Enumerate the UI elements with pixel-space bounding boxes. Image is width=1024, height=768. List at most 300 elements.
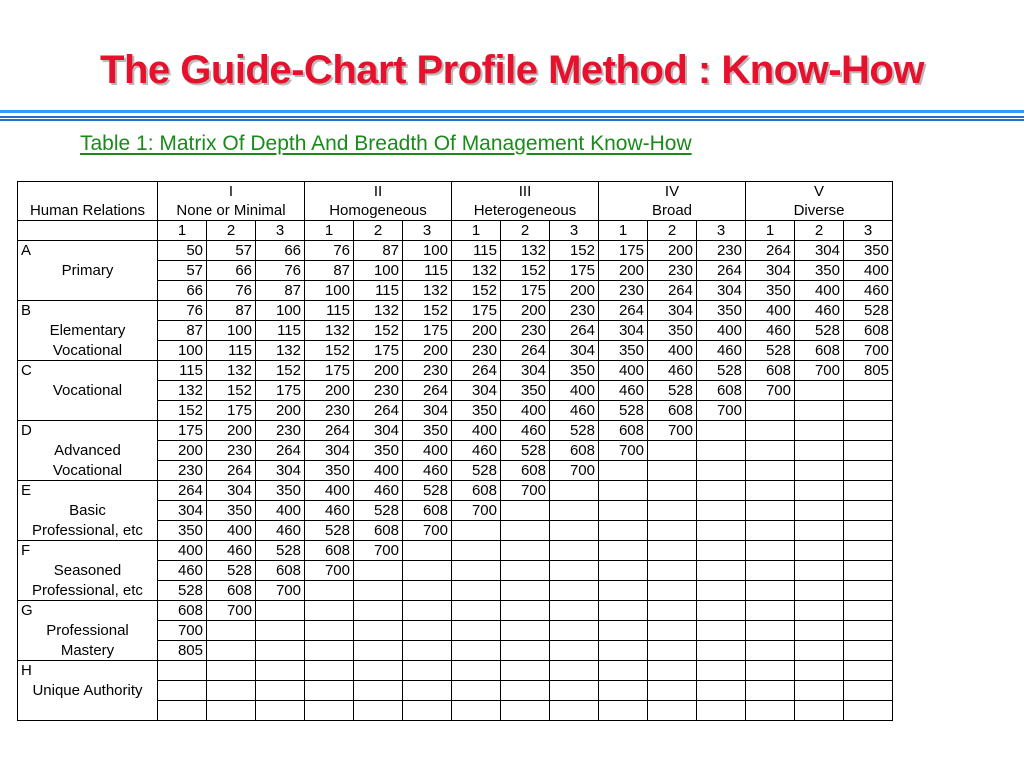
value-cell: 230 [648, 261, 697, 281]
value-cell: 460 [207, 541, 256, 561]
value-cell [795, 621, 844, 641]
value-cell: 528 [403, 481, 452, 501]
value-cell [452, 641, 501, 661]
value-cell [697, 481, 746, 501]
value-cell: 152 [354, 321, 403, 341]
value-cell [550, 521, 599, 541]
value-cell: 528 [501, 441, 550, 461]
value-cell: 460 [844, 281, 893, 301]
value-cell [158, 661, 207, 681]
value-cell: 528 [207, 561, 256, 581]
value-cell [403, 581, 452, 601]
value-cell: 700 [403, 521, 452, 541]
value-cell [648, 501, 697, 521]
value-cell: 700 [648, 421, 697, 441]
value-cell: 460 [452, 441, 501, 461]
value-cell: 152 [305, 341, 354, 361]
value-cell [795, 441, 844, 461]
value-cell: 87 [354, 241, 403, 261]
value-cell [648, 541, 697, 561]
row-label: H [18, 661, 158, 681]
table-row [18, 641, 893, 661]
value-cell: 264 [452, 361, 501, 381]
value-cell [501, 701, 550, 721]
value-cell [648, 481, 697, 501]
value-cell: 700 [501, 481, 550, 501]
value-cell [844, 641, 893, 661]
value-cell: 460 [256, 521, 305, 541]
value-cell: 115 [452, 241, 501, 261]
value-cell [256, 681, 305, 701]
value-cell [354, 601, 403, 621]
value-cell: 608 [795, 341, 844, 361]
value-cell: 115 [403, 261, 452, 281]
value-cell: 350 [599, 341, 648, 361]
value-cell: 200 [403, 341, 452, 361]
value-cell: 400 [746, 301, 795, 321]
table-row [18, 601, 893, 621]
value-cell: 175 [599, 241, 648, 261]
value-cell [403, 701, 452, 721]
value-cell: 400 [452, 421, 501, 441]
value-cell [599, 681, 648, 701]
value-cell [746, 641, 795, 661]
sublevel-header: 2 [207, 221, 256, 241]
value-cell: 460 [795, 301, 844, 321]
value-cell [844, 441, 893, 461]
value-cell [844, 401, 893, 421]
sublevel-header: 1 [158, 221, 207, 241]
value-cell: 66 [207, 261, 256, 281]
value-cell: 528 [550, 421, 599, 441]
value-cell [648, 681, 697, 701]
table-row [18, 301, 893, 321]
table-row [18, 241, 893, 261]
value-cell: 100 [207, 321, 256, 341]
value-cell [452, 561, 501, 581]
value-cell: 230 [305, 401, 354, 421]
value-cell [403, 561, 452, 581]
value-cell [844, 421, 893, 441]
value-cell: 100 [256, 301, 305, 321]
value-cell [746, 441, 795, 461]
value-cell [844, 561, 893, 581]
value-cell: 528 [844, 301, 893, 321]
value-cell: 304 [795, 241, 844, 261]
value-cell [354, 701, 403, 721]
group-roman: II [305, 182, 452, 202]
value-cell: 400 [207, 521, 256, 541]
value-cell [746, 701, 795, 721]
value-cell: 200 [354, 361, 403, 381]
value-cell: 608 [207, 581, 256, 601]
value-cell [452, 661, 501, 681]
value-cell: 132 [207, 361, 256, 381]
value-cell: 152 [452, 281, 501, 301]
group-roman: IV [599, 182, 746, 202]
value-cell [844, 521, 893, 541]
table-caption: Table 1: Matrix Of Depth And Breadth Of Management Know-How [80, 132, 692, 155]
value-cell: 608 [648, 401, 697, 421]
value-cell: 700 [844, 341, 893, 361]
value-cell: 304 [158, 501, 207, 521]
value-cell: 608 [550, 441, 599, 461]
value-cell: 175 [550, 261, 599, 281]
value-cell [501, 601, 550, 621]
value-cell: 304 [207, 481, 256, 501]
value-cell: 528 [648, 381, 697, 401]
value-cell: 350 [305, 461, 354, 481]
value-cell [697, 421, 746, 441]
value-cell [501, 501, 550, 521]
value-cell: 200 [501, 301, 550, 321]
value-cell [648, 701, 697, 721]
row-label: Primary [18, 261, 158, 281]
value-cell: 264 [158, 481, 207, 501]
value-cell: 700 [207, 601, 256, 621]
header-row-roman [18, 182, 893, 202]
value-cell [452, 521, 501, 541]
value-cell [501, 661, 550, 681]
row-label: D [18, 421, 158, 441]
value-cell [746, 541, 795, 561]
value-cell: 57 [207, 241, 256, 261]
group-roman: V [746, 182, 893, 202]
value-cell: 700 [158, 621, 207, 641]
value-cell [501, 581, 550, 601]
table-row [18, 261, 893, 281]
value-cell [599, 621, 648, 641]
sublevel-header: 2 [648, 221, 697, 241]
sublevel-header: 2 [501, 221, 550, 241]
row-label: Seasoned [18, 561, 158, 581]
value-cell: 304 [746, 261, 795, 281]
value-cell: 528 [599, 401, 648, 421]
value-cell [501, 621, 550, 641]
value-cell: 304 [648, 301, 697, 321]
value-cell [550, 501, 599, 521]
value-cell: 152 [207, 381, 256, 401]
table-row [18, 581, 893, 601]
value-cell: 350 [697, 301, 746, 321]
row-label [18, 281, 158, 301]
value-cell [305, 681, 354, 701]
row-label: B [18, 301, 158, 321]
value-cell: 115 [354, 281, 403, 301]
value-cell [599, 581, 648, 601]
value-cell: 100 [354, 261, 403, 281]
sublevel-header: 3 [256, 221, 305, 241]
value-cell [158, 681, 207, 701]
value-cell: 528 [746, 341, 795, 361]
value-cell [550, 601, 599, 621]
value-cell: 264 [746, 241, 795, 261]
value-cell: 528 [158, 581, 207, 601]
value-cell: 230 [354, 381, 403, 401]
value-cell: 200 [158, 441, 207, 461]
row-label: Vocational [18, 381, 158, 401]
value-cell [550, 641, 599, 661]
value-cell: 400 [256, 501, 305, 521]
value-cell [452, 701, 501, 721]
value-cell [305, 661, 354, 681]
value-cell [648, 641, 697, 661]
value-cell: 608 [599, 421, 648, 441]
table-row [18, 421, 893, 441]
value-cell [795, 521, 844, 541]
value-cell: 132 [354, 301, 403, 321]
value-cell: 87 [158, 321, 207, 341]
value-cell: 230 [697, 241, 746, 261]
value-cell [795, 541, 844, 561]
value-cell: 230 [256, 421, 305, 441]
value-cell [256, 641, 305, 661]
value-cell: 76 [158, 301, 207, 321]
value-cell: 350 [256, 481, 305, 501]
value-cell: 460 [746, 321, 795, 341]
value-cell: 460 [158, 561, 207, 581]
matrix-body [18, 241, 893, 721]
value-cell [648, 621, 697, 641]
value-cell [207, 621, 256, 641]
value-cell: 460 [697, 341, 746, 361]
row-label: Professional, etc [18, 581, 158, 601]
sublevel-header: 3 [550, 221, 599, 241]
value-cell [550, 581, 599, 601]
table-row [18, 341, 893, 361]
value-cell [844, 381, 893, 401]
group-roman: III [452, 182, 599, 202]
value-cell: 350 [158, 521, 207, 541]
value-cell: 132 [305, 321, 354, 341]
value-cell: 608 [158, 601, 207, 621]
value-cell: 700 [354, 541, 403, 561]
value-cell: 304 [501, 361, 550, 381]
value-cell: 264 [599, 301, 648, 321]
value-cell [599, 601, 648, 621]
value-cell: 200 [452, 321, 501, 341]
value-cell: 264 [697, 261, 746, 281]
value-cell [795, 401, 844, 421]
value-cell: 175 [403, 321, 452, 341]
value-cell: 100 [403, 241, 452, 261]
value-cell: 400 [599, 361, 648, 381]
value-cell [697, 521, 746, 541]
value-cell [550, 481, 599, 501]
value-cell: 528 [795, 321, 844, 341]
value-cell [501, 561, 550, 581]
table-row [18, 461, 893, 481]
value-cell: 304 [452, 381, 501, 401]
value-cell: 700 [599, 441, 648, 461]
value-cell [403, 601, 452, 621]
value-cell [305, 701, 354, 721]
value-cell: 76 [256, 261, 305, 281]
value-cell: 115 [305, 301, 354, 321]
sublevel-header: 3 [403, 221, 452, 241]
value-cell: 400 [795, 281, 844, 301]
value-cell: 304 [403, 401, 452, 421]
value-cell: 230 [501, 321, 550, 341]
value-cell [305, 601, 354, 621]
value-cell: 460 [403, 461, 452, 481]
value-cell [697, 501, 746, 521]
header-row-sublevels [18, 221, 893, 241]
value-cell [746, 481, 795, 501]
value-cell [599, 561, 648, 581]
value-cell [697, 661, 746, 681]
value-cell [795, 581, 844, 601]
value-cell [354, 641, 403, 661]
value-cell: 115 [158, 361, 207, 381]
value-cell [648, 581, 697, 601]
value-cell [844, 501, 893, 521]
value-cell [648, 461, 697, 481]
value-cell: 57 [158, 261, 207, 281]
value-cell [599, 521, 648, 541]
value-cell [648, 441, 697, 461]
table-row [18, 381, 893, 401]
value-cell [354, 681, 403, 701]
value-cell [795, 501, 844, 521]
sublevel-header: 1 [305, 221, 354, 241]
value-cell [599, 501, 648, 521]
value-cell [599, 541, 648, 561]
row-label: E [18, 481, 158, 501]
value-cell [844, 661, 893, 681]
value-cell [403, 641, 452, 661]
value-cell [795, 461, 844, 481]
value-cell [256, 701, 305, 721]
table-row [18, 361, 893, 381]
value-cell: 400 [697, 321, 746, 341]
group-name: Heterogeneous [452, 201, 599, 221]
value-cell [746, 501, 795, 521]
value-cell: 700 [452, 501, 501, 521]
value-cell [158, 701, 207, 721]
value-cell: 175 [354, 341, 403, 361]
row-label: Mastery [18, 641, 158, 661]
value-cell: 460 [354, 481, 403, 501]
value-cell [452, 581, 501, 601]
value-cell: 460 [501, 421, 550, 441]
value-cell: 264 [305, 421, 354, 441]
value-cell [599, 641, 648, 661]
row-label: C [18, 361, 158, 381]
value-cell [501, 641, 550, 661]
value-cell [795, 561, 844, 581]
table-row [18, 501, 893, 521]
value-cell [403, 621, 452, 641]
table-row [18, 281, 893, 301]
value-cell [844, 601, 893, 621]
value-cell [844, 581, 893, 601]
value-cell [354, 621, 403, 641]
row-label: Unique Authority [18, 681, 158, 701]
value-cell: 805 [844, 361, 893, 381]
value-cell: 700 [305, 561, 354, 581]
value-cell [795, 601, 844, 621]
value-cell [550, 621, 599, 641]
value-cell [550, 681, 599, 701]
value-cell [746, 521, 795, 541]
value-cell: 230 [550, 301, 599, 321]
value-cell: 400 [158, 541, 207, 561]
value-cell [550, 541, 599, 561]
value-cell [746, 681, 795, 701]
value-cell [207, 681, 256, 701]
value-cell: 528 [354, 501, 403, 521]
value-cell [746, 461, 795, 481]
value-cell: 175 [452, 301, 501, 321]
value-cell: 264 [550, 321, 599, 341]
value-cell [256, 621, 305, 641]
value-cell: 460 [550, 401, 599, 421]
value-cell [697, 701, 746, 721]
value-cell: 350 [403, 421, 452, 441]
value-cell: 87 [207, 301, 256, 321]
value-cell [550, 561, 599, 581]
value-cell: 264 [501, 341, 550, 361]
value-cell: 350 [452, 401, 501, 421]
value-cell [795, 381, 844, 401]
value-cell: 350 [795, 261, 844, 281]
value-cell [697, 561, 746, 581]
sublevel-header: 3 [697, 221, 746, 241]
title-rule-lines [0, 116, 1024, 122]
value-cell [795, 481, 844, 501]
value-cell [795, 701, 844, 721]
value-cell [648, 521, 697, 541]
value-cell [599, 661, 648, 681]
value-cell: 76 [207, 281, 256, 301]
value-cell [648, 561, 697, 581]
value-cell: 50 [158, 241, 207, 261]
value-cell: 66 [256, 241, 305, 261]
value-cell: 132 [256, 341, 305, 361]
value-cell [256, 661, 305, 681]
value-cell: 175 [305, 361, 354, 381]
row-label: Professional, etc [18, 521, 158, 541]
table-row [18, 321, 893, 341]
value-cell: 230 [599, 281, 648, 301]
group-name: Homogeneous [305, 201, 452, 221]
table-row [18, 541, 893, 561]
value-cell [354, 661, 403, 681]
value-cell [746, 401, 795, 421]
value-cell: 400 [354, 461, 403, 481]
value-cell [599, 481, 648, 501]
value-cell [599, 461, 648, 481]
value-cell: 304 [256, 461, 305, 481]
group-roman: I [158, 182, 305, 202]
sublevel-header: 2 [795, 221, 844, 241]
value-cell: 700 [550, 461, 599, 481]
value-cell: 200 [305, 381, 354, 401]
value-cell [452, 541, 501, 561]
value-cell: 528 [305, 521, 354, 541]
value-cell: 200 [648, 241, 697, 261]
value-cell [207, 701, 256, 721]
table-row [18, 561, 893, 581]
value-cell [501, 541, 550, 561]
value-cell: 350 [207, 501, 256, 521]
value-cell: 152 [550, 241, 599, 261]
value-cell: 400 [403, 441, 452, 461]
value-cell: 528 [256, 541, 305, 561]
value-cell: 230 [403, 361, 452, 381]
sublevel-header: 1 [599, 221, 648, 241]
